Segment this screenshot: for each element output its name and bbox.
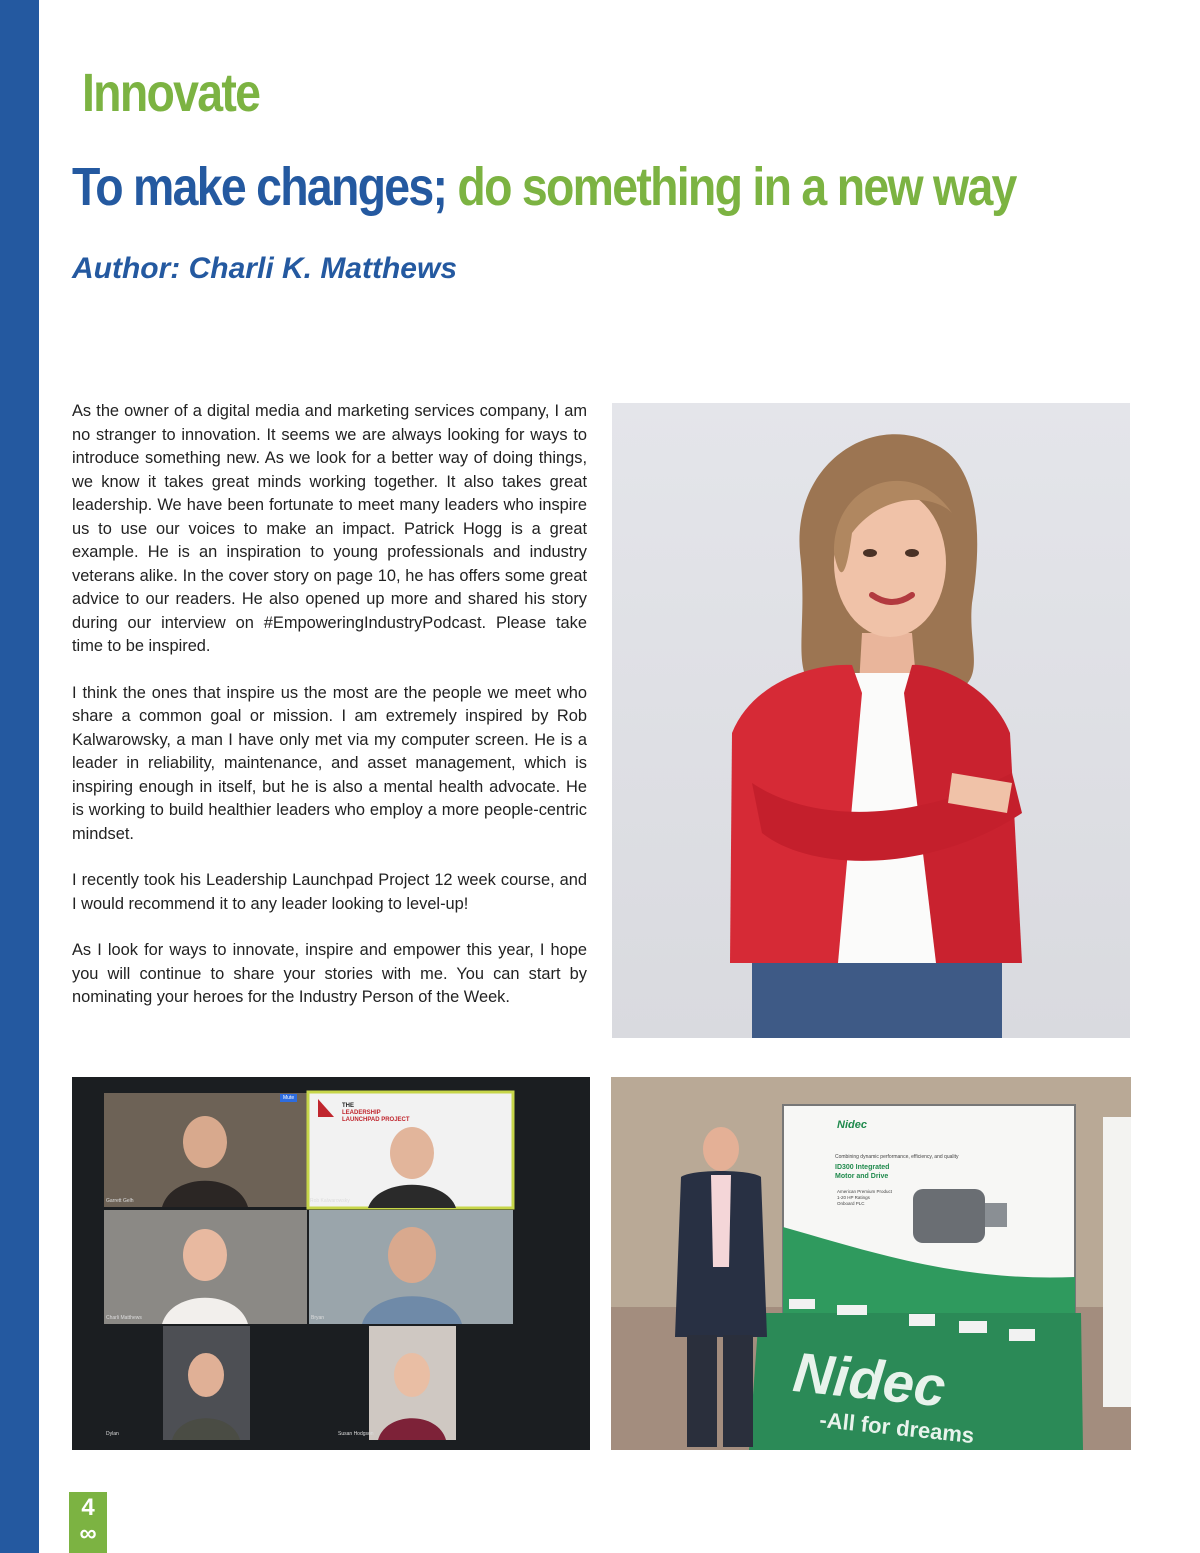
banner-brand: Nidec: [837, 1119, 867, 1131]
page-number: 4: [81, 1494, 95, 1521]
author-line: Author: Charli K. Matthews: [72, 252, 458, 285]
zoom-call-photo: [72, 1077, 590, 1450]
paragraph-2: I think the ones that inspire us the most are the people we meet who share a common goal or mission. I am extremely inspired by Rob Kalwarowsky, a man I have only met via my computer screen. He is a leader in reliability, maintenance, and asset management, which is inspiring enough in itself, but he is also a mental health advocate. He is working to build healthier leaders who employ a more people-centric mindset.: [72, 683, 587, 843]
infinity-icon: ∞: [79, 1520, 97, 1547]
headline-part-1: To make changes;: [72, 157, 447, 217]
section-label: Innovate: [82, 63, 260, 123]
author-portrait-photo: [612, 403, 1130, 1038]
paragraph-4: As I look for ways to innovate, inspire and empower this year, I hope you will continue to share your stories with me. You can start by nominating your heroes for the Industry Person of the Week.: [72, 941, 587, 1006]
mute-button[interactable]: Mute: [280, 1094, 297, 1102]
participant-name-1: Garrett Gelh: [106, 1198, 134, 1204]
left-accent-bar: [0, 0, 39, 1553]
page-number-badge: [69, 1492, 107, 1553]
participant-name-2: Rob Kalwarowsky: [310, 1198, 350, 1204]
headline-part-2: do something in a new way: [457, 157, 1016, 217]
zoom-logo: THE LEADERSHIP LAUNCHPAD PROJECT: [342, 1103, 410, 1123]
portrait-illustration: [612, 403, 1130, 1038]
banner-tagline: Combining dynamic performance, efficiency, and quality: [835, 1154, 959, 1160]
article-body: [72, 400, 587, 1033]
paragraph-1: As the owner of a digital media and marketing services company, I am no stranger to innovation. It seems we are always looking for ways to introduce something new. As we look for a better way of doing things, we know it takes great minds working together. It also takes great leadership. We have been fortunate to meet many leaders who inspire us to use our voices to make an impact. Patrick Hogg is a great example. He is an inspiration to young professionals and industry veterans alike. In the cover story on page 10, he has offers some great advice to our readers. He also opened up more and shared his story during our interview on #EmpoweringIndustryPodcast. Please take time to be inspired.: [72, 402, 587, 655]
participant-name-5: Dylan: [106, 1431, 119, 1437]
participant-name-6: Susan Hodgson: [338, 1431, 374, 1437]
headline: [72, 156, 1016, 218]
trade-show-booth-photo: [611, 1077, 1131, 1450]
banner-product: ID300 Integrated Motor and Drive: [835, 1164, 890, 1180]
zoom-grid-illustration: [72, 1077, 590, 1450]
participant-name-4: Bryan: [311, 1315, 325, 1321]
banner-bullets: American Premium Product 1-20 HP Ratings Onboard PLC: [837, 1189, 893, 1206]
table-brand: Nidec: [790, 1339, 949, 1419]
table-slogan: -All for dreams: [818, 1407, 976, 1449]
paragraph-3: I recently took his Leadership Launchpad Project 12 week course, and I would recommend it to any leader looking to level-up!: [72, 871, 587, 913]
participant-name-3: Charli Matthews: [106, 1315, 142, 1321]
